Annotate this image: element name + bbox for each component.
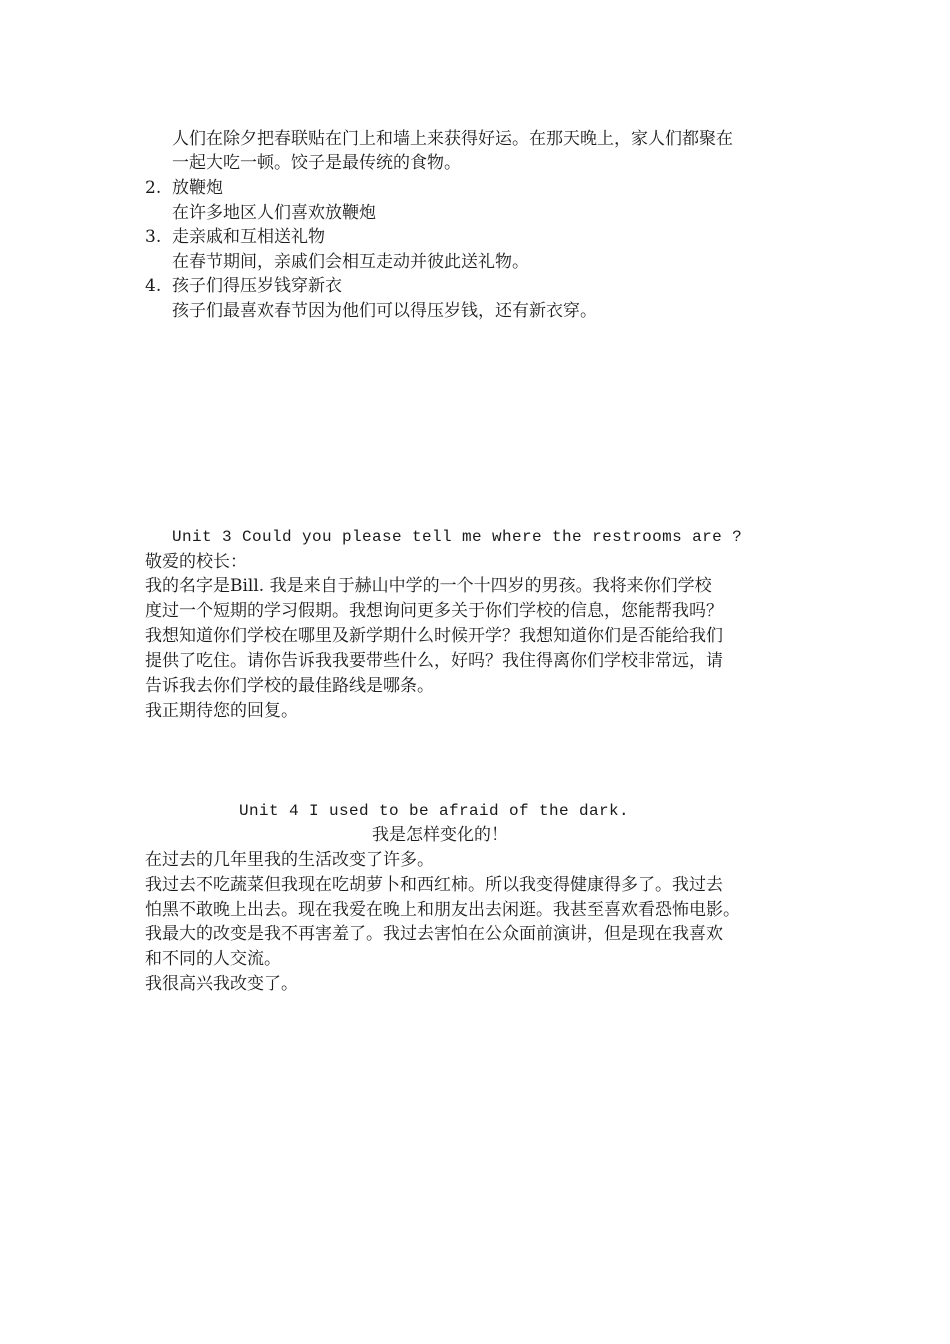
list-item-number: 3. <box>145 227 162 247</box>
essay-title: 我是怎样变化的！ <box>372 825 508 845</box>
paragraph-line: 我想知道你们学校在哪里及新学期什么时候开学？我想知道你们是否能给我们 <box>145 626 723 646</box>
paragraph-line: 告诉我去你们学校的最佳路线是哪条。 <box>145 676 434 696</box>
paragraph-line: 我很高兴我改变了。 <box>145 974 298 994</box>
list-item-description: 在春节期间，亲戚们会相互走动并彼此送礼物。 <box>172 252 529 272</box>
paragraph-line: 在过去的几年里我的生活改变了许多。 <box>145 850 434 870</box>
paragraph-line: 我最大的改变是我不再害羞了。我过去害怕在公众面前演讲，但是现在我喜欢 <box>145 924 723 944</box>
paragraph-line: 提供了吃住。请你告诉我我要带些什么，好吗？我住得离你们学校非常远，请 <box>145 651 723 671</box>
letter-salutation: 敬爱的校长： <box>145 552 247 572</box>
list-item-title: 放鞭炮 <box>172 178 223 198</box>
paragraph-line: 人们在除夕把春联贴在门上和墙上来获得好运。在那天晚上，家人们都聚在 <box>172 129 733 149</box>
unit-heading: Unit 4 I used to be afraid of the dark. <box>239 802 630 820</box>
list-item-description: 在许多地区人们喜欢放鞭炮 <box>172 203 376 223</box>
paragraph-line: 一起大吃一顿。饺子是最传统的食物。 <box>172 153 461 173</box>
paragraph-line: 我过去不吃蔬菜但我现在吃胡萝卜和西红柿。所以我变得健康得多了。我过去 <box>145 875 723 895</box>
list-item-description: 孩子们最喜欢春节因为他们可以得压岁钱，还有新衣穿。 <box>172 301 597 321</box>
list-item-title: 走亲戚和互相送礼物 <box>172 227 325 247</box>
unit-heading: Unit 3 Could you please tell me where the restrooms are ? <box>172 528 743 546</box>
list-item-title: 孩子们得压岁钱穿新衣 <box>172 276 342 296</box>
paragraph-line: 我的名字是Bill. 我是来自于赫山中学的一个十四岁的男孩。我将来你们学校 <box>145 576 712 596</box>
paragraph-line: 和不同的人交流。 <box>145 949 281 969</box>
list-item-number: 4. <box>145 276 162 296</box>
paragraph-line: 度过一个短期的学习假期。我想询问更多关于你们学校的信息，您能帮我吗？ <box>145 601 723 621</box>
list-item-number: 2. <box>145 178 162 198</box>
paragraph-line: 怕黑不敢晚上出去。现在我爱在晚上和朋友出去闲逛。我甚至喜欢看恐怖电影。 <box>145 900 740 920</box>
letter-closing: 我正期待您的回复。 <box>145 701 298 721</box>
